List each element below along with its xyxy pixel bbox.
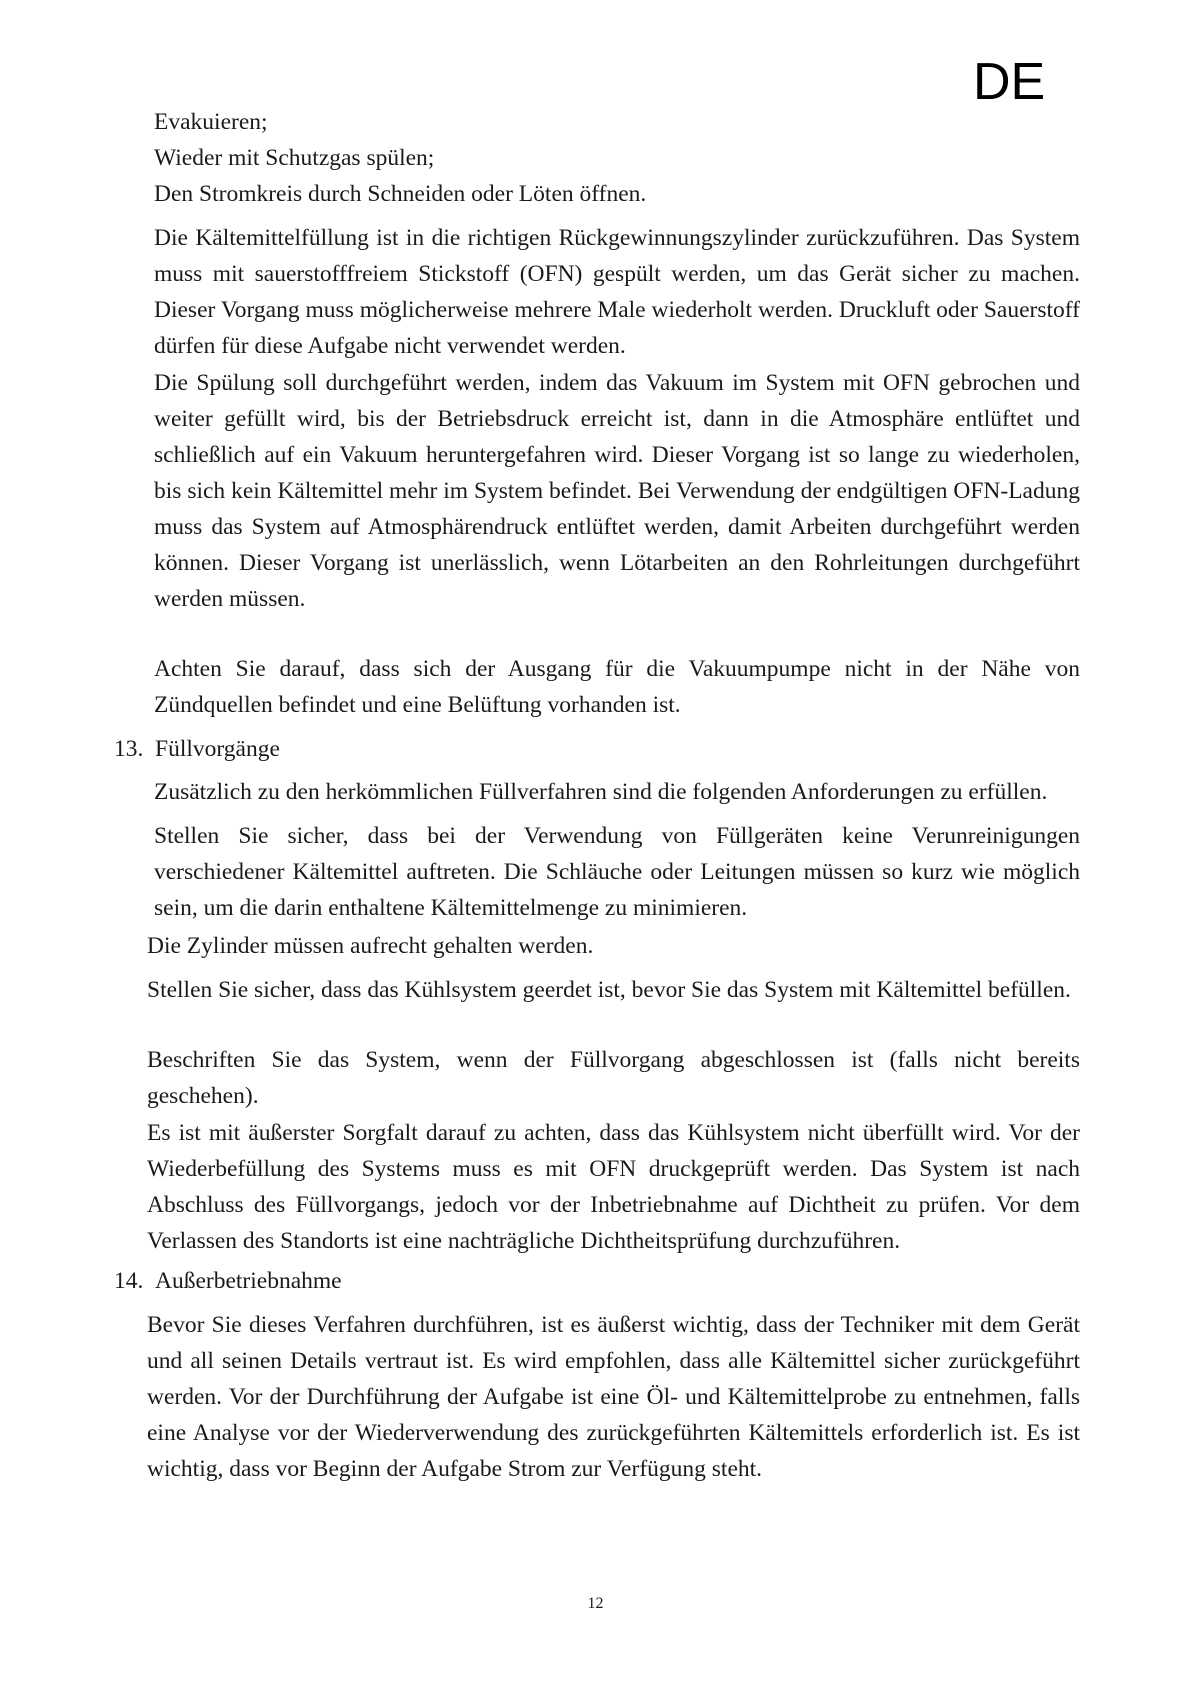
section-title: Außerbetriebnahme — [155, 1268, 342, 1294]
paragraph-decommissioning: Bevor Sie dieses Verfahren durchführen, ist es äußerst wichtig, dass der Techniker mit dem Gerät und all seinen Details vertraut ist. Es wird empfohlen, dass alle Kältemittel sicher zurückgeführt werden. Vor der Durchführung der Aufgabe ist eine Öl- und Kältemittelprobe zu entnehmen, falls eine Analyse vor der Wiederverwendung des zurückgeführten Kältemittels erforderlich ist. Es ist wichtig, dass vor Beginn der Aufgabe Strom zur Verfügung steht. — [147, 1312, 1080, 1482]
paragraph-flushing: Die Spülung soll durchgeführt werden, indem das Vakuum im System mit OFN gebrochen und weiter gefüllt wird, bis der Betriebsdruck erreicht ist, dann in die Atmosphäre entlüftet und schließlich auf ein Vakuum heruntergefahren wird. Dieser Vorgang ist so lange zu wiederholen, bis sich kein Kältemittel mehr im System befindet. Bei Verwendung der endgültigen OFN-Ladung muss das System auf Atmosphärendruck entlüftet werden, damit Arbeiten durchgeführt werden können. Dieser Vorgang ist unerlässlich, wenn Lötarbeiten an den Rohrleitungen durchgeführt werden müssen. — [154, 370, 1080, 612]
step-evacuate: Evakuieren; — [154, 109, 268, 135]
section-title: Füllvorgänge — [155, 736, 280, 762]
paragraph-charging-requirements: Zusätzlich zu den herkömmlichen Füllverfahren sind die folgenden Anforderungen zu erfüllen. — [154, 779, 1048, 805]
paragraph-labeling: Beschriften Sie das System, wenn der Füllvorgang abgeschlossen ist (falls nicht bereits geschehen). — [147, 1047, 1080, 1109]
paragraph-vacuum-pump: Achten Sie darauf, dass sich der Ausgang für die Vakuumpumpe nicht in der Nähe von Zündquellen befindet und eine Belüftung vorhanden ist. — [154, 656, 1080, 718]
step-open-circuit: Den Stromkreis durch Schneiden oder Löten öffnen. — [154, 181, 647, 207]
paragraph-earthing: Stellen Sie sicher, dass das Kühlsystem geerdet ist, bevor Sie das System mit Kältemittel befüllen. — [147, 977, 1071, 1003]
step-purge-again: Wieder mit Schutzgas spülen; — [154, 145, 435, 171]
paragraph-cylinders: Die Zylinder müssen aufrecht gehalten werden. — [147, 933, 594, 959]
page-number: 12 — [587, 1595, 604, 1612]
section-number: 14. — [114, 1268, 144, 1294]
language-code: DE — [973, 53, 1046, 111]
paragraph-contamination: Stellen Sie sicher, dass bei der Verwendung von Füllgeräten keine Verunreinigungen verschiedener Kältemittel auftreten. Die Schläuche oder Leitungen müssen so kurz wie möglich sein, um die darin enthaltene Kältemittelmenge zu minimieren. — [154, 823, 1080, 921]
paragraph-refrigerant-recovery: Die Kältemittelfüllung ist in die richtigen Rückgewinnungszylinder zurückzuführen. Das System muss mit sauerstofffreiem Stickstoff (OFN) gespült werden, um das Gerät sicher zu machen. Dieser Vorgang muss möglicherweise mehrere Male wiederholt werden. Druckluft oder Sauerstoff dürfen für diese Aufgabe nicht verwendet werden. — [154, 225, 1080, 359]
paragraph-overfilling: Es ist mit äußerster Sorgfalt darauf zu achten, dass das Kühlsystem nicht überfüllt wird. Vor der Wiederbefüllung des Systems muss es mit OFN druckgeprüft werden. Das System ist nach Abschluss des Füllvorgangs, jedoch vor der Inbetriebnahme auf Dichtheit zu prüfen. Vor dem Verlassen des Standorts ist eine nachträgliche Dichtheitsprüfung durchzuführen. — [147, 1120, 1080, 1254]
section-number: 13. — [114, 736, 144, 762]
